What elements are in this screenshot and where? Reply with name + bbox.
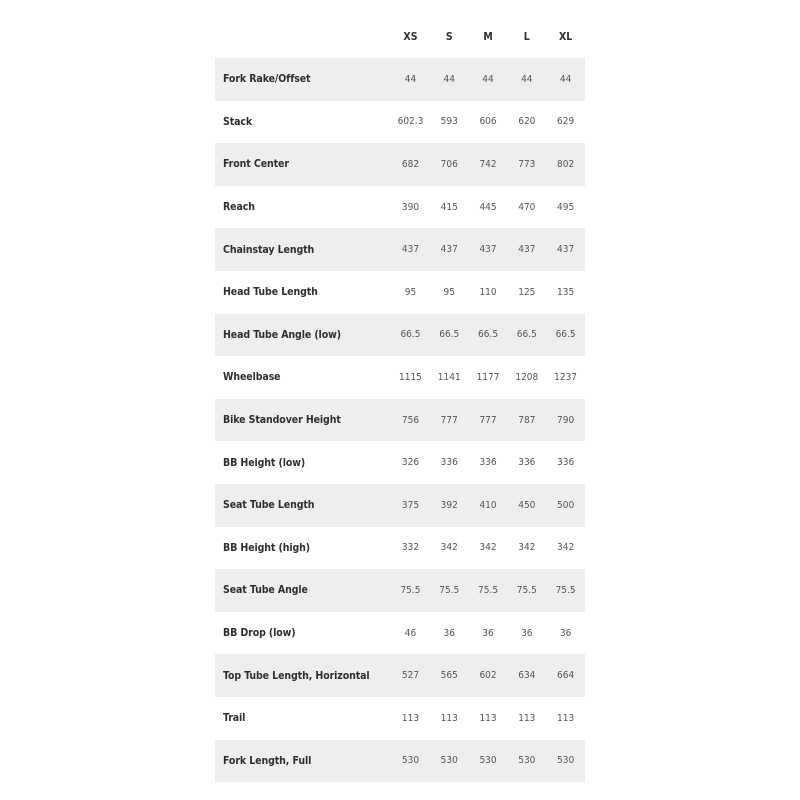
- value-cell: 530: [518, 755, 536, 767]
- value-cell: 66.5: [439, 329, 460, 341]
- row-label: Fork Length, Full: [223, 754, 312, 767]
- value-cell: 336: [557, 457, 575, 469]
- value-cell: 527: [401, 670, 420, 682]
- value-cell: 44: [559, 73, 572, 85]
- table-row: [215, 101, 585, 144]
- row-label: Head Tube Length: [223, 286, 318, 299]
- value-cell: 1177: [476, 371, 500, 383]
- value-cell: 113: [518, 712, 536, 724]
- table-row: [215, 58, 585, 101]
- value-cell: 450: [518, 499, 536, 511]
- value-cell: 342: [440, 542, 458, 554]
- size-header-xl: XL: [558, 31, 573, 43]
- value-cell: 629: [557, 116, 575, 128]
- table-row: [215, 654, 585, 697]
- value-cell: 36: [559, 627, 572, 639]
- value-cell: 415: [440, 201, 458, 213]
- value-cell: 410: [479, 499, 497, 511]
- value-cell: 342: [479, 542, 497, 554]
- value-cell: 326: [401, 457, 420, 469]
- table-row: [215, 356, 585, 399]
- value-cell: 445: [479, 201, 497, 213]
- value-cell: 682: [401, 158, 420, 170]
- value-cell: 336: [440, 457, 458, 469]
- value-cell: 75.5: [516, 584, 537, 596]
- value-cell: 634: [518, 670, 536, 682]
- value-cell: 437: [440, 244, 458, 256]
- row-label: Reach: [223, 201, 255, 214]
- value-cell: 437: [401, 244, 420, 256]
- value-cell: 336: [479, 457, 497, 469]
- table-row: [215, 228, 585, 271]
- value-cell: 125: [518, 286, 536, 298]
- table-row: [215, 399, 585, 442]
- value-cell: 66.5: [400, 329, 421, 341]
- value-cell: 44: [443, 73, 455, 85]
- value-cell: 36: [521, 627, 533, 639]
- value-cell: 664: [557, 670, 575, 682]
- table-row: [215, 527, 585, 570]
- value-cell: 620: [518, 116, 536, 128]
- table-row: [215, 484, 585, 527]
- value-cell: 802: [557, 158, 575, 170]
- table-row: [215, 569, 585, 612]
- table-row: [215, 186, 585, 229]
- value-cell: 593: [440, 116, 458, 128]
- value-cell: 75.5: [439, 584, 460, 596]
- value-cell: 113: [401, 712, 420, 724]
- value-cell: 530: [440, 755, 458, 767]
- table-header-row: [215, 16, 585, 58]
- row-label: Trail: [223, 712, 246, 725]
- value-cell: 44: [521, 73, 533, 85]
- value-cell: 790: [557, 414, 575, 426]
- row-label: Bike Standover Height: [223, 414, 341, 427]
- value-cell: 110: [479, 286, 497, 298]
- value-cell: 1237: [554, 371, 578, 383]
- row-label: BB Height (high): [223, 541, 311, 554]
- table-row: [215, 612, 585, 655]
- value-cell: 375: [401, 499, 420, 511]
- value-cell: 66.5: [516, 329, 537, 341]
- value-cell: 95: [404, 286, 417, 298]
- value-cell: 66.5: [555, 329, 576, 341]
- value-cell: 756: [401, 414, 420, 426]
- value-cell: 44: [404, 73, 417, 85]
- size-header-m: M: [483, 31, 493, 43]
- row-label: Head Tube Angle (low): [223, 328, 341, 341]
- row-label: Seat Tube Angle: [223, 584, 308, 597]
- value-cell: 66.5: [478, 329, 499, 341]
- value-cell: 75.5: [478, 584, 499, 596]
- row-label: Front Center: [223, 158, 289, 171]
- value-cell: 777: [440, 414, 458, 426]
- size-header-l: L: [523, 31, 530, 43]
- value-cell: 530: [479, 755, 497, 767]
- geometry-table: [215, 16, 585, 782]
- value-cell: 530: [557, 755, 575, 767]
- value-cell: 500: [557, 499, 575, 511]
- value-cell: 36: [443, 627, 455, 639]
- value-cell: 787: [518, 414, 536, 426]
- row-label: BB Drop (low): [223, 627, 296, 640]
- value-cell: 565: [440, 670, 458, 682]
- value-cell: 606: [479, 116, 497, 128]
- table-row: [215, 740, 585, 783]
- value-cell: 390: [401, 201, 420, 213]
- size-header-s: S: [445, 31, 453, 43]
- row-label: Stack: [223, 115, 253, 128]
- value-cell: 44: [482, 73, 494, 85]
- value-cell: 46: [404, 627, 417, 639]
- table-row: [215, 271, 585, 314]
- value-cell: 602: [479, 670, 497, 682]
- value-cell: 530: [401, 755, 420, 767]
- size-header-xs: XS: [403, 31, 418, 43]
- table-row: [215, 441, 585, 484]
- value-cell: 437: [518, 244, 536, 256]
- row-label: Seat Tube Length: [223, 499, 315, 512]
- value-cell: 135: [557, 286, 575, 298]
- value-cell: 342: [557, 542, 575, 554]
- row-label: Top Tube Length, Horizontal: [223, 669, 370, 682]
- value-cell: 742: [479, 158, 497, 170]
- value-cell: 437: [557, 244, 575, 256]
- value-cell: 1208: [515, 371, 539, 383]
- value-cell: 336: [518, 457, 536, 469]
- row-label: Wheelbase: [223, 371, 281, 384]
- value-cell: 342: [518, 542, 536, 554]
- value-cell: 1141: [437, 371, 461, 383]
- value-cell: 113: [557, 712, 575, 724]
- value-cell: 75.5: [555, 584, 576, 596]
- value-cell: 602.3: [397, 116, 424, 128]
- value-cell: 495: [557, 201, 575, 213]
- row-label: BB Height (low): [223, 456, 306, 469]
- value-cell: 95: [443, 286, 455, 298]
- value-cell: 706: [440, 158, 458, 170]
- value-cell: 1115: [399, 371, 422, 383]
- table-row: [215, 314, 585, 357]
- value-cell: 470: [518, 201, 536, 213]
- value-cell: 777: [479, 414, 497, 426]
- table-row: [215, 143, 585, 186]
- value-cell: 392: [440, 499, 458, 511]
- value-cell: 75.5: [400, 584, 421, 596]
- value-cell: 113: [479, 712, 497, 724]
- value-cell: 332: [401, 542, 420, 554]
- value-cell: 773: [518, 158, 536, 170]
- row-label: Chainstay Length: [223, 243, 315, 256]
- value-cell: 113: [440, 712, 458, 724]
- row-label: Fork Rake/Offset: [223, 73, 311, 86]
- table-row: [215, 697, 585, 740]
- value-cell: 437: [479, 244, 497, 256]
- value-cell: 36: [482, 627, 494, 639]
